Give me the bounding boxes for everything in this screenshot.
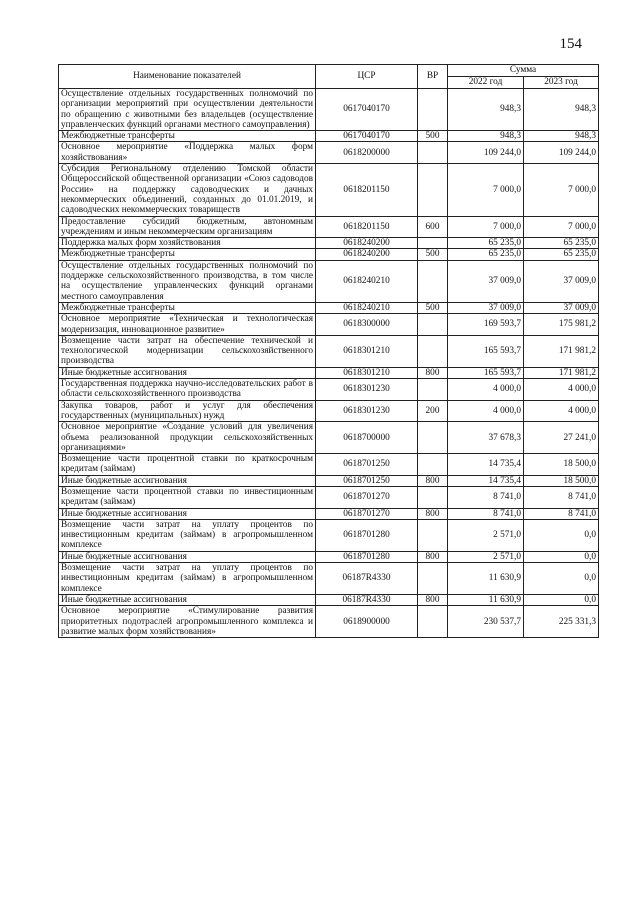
table-row: [59, 400, 599, 422]
row-csr: 0618201150: [316, 164, 418, 216]
table-row: [59, 302, 599, 313]
budget-table: [58, 64, 599, 638]
table-row: [59, 551, 599, 562]
row-vr: 800: [418, 508, 448, 519]
row-2023: 109 244,0: [524, 142, 599, 164]
row-2023: 948,3: [524, 89, 599, 131]
table-row: [59, 249, 599, 260]
row-vr: [418, 89, 448, 131]
row-name: Государственная поддержка научно-исследовательских работ в области сельскохозяйственного производства: [59, 379, 316, 401]
row-csr: 0618200000: [316, 142, 418, 164]
row-vr: [418, 335, 448, 367]
row-csr: 0618701280: [316, 551, 418, 562]
row-name: Иные бюджетные ассигнования: [59, 508, 316, 519]
row-csr: 0618301210: [316, 367, 418, 378]
row-vr: 500: [418, 249, 448, 260]
row-2023: 7 000,0: [524, 164, 599, 216]
row-2022: 165 593,7: [448, 335, 524, 367]
row-2023: 4 000,0: [524, 400, 599, 422]
table-row: [59, 563, 599, 595]
row-csr: 06187R4330: [316, 563, 418, 595]
row-name: Возмещение части процентной ставки по краткосрочным кредитам (займам): [59, 454, 316, 476]
row-csr: 0618900000: [316, 606, 418, 638]
row-csr: 0617040170: [316, 89, 418, 131]
row-vr: 500: [418, 131, 448, 142]
row-vr: [418, 314, 448, 336]
header-name: Наименование показателей: [59, 65, 316, 89]
row-vr: 800: [418, 475, 448, 486]
table-row: [59, 367, 599, 378]
row-csr: 0618701250: [316, 475, 418, 486]
row-2022: 14 735,4: [448, 475, 524, 486]
row-2022: 4 000,0: [448, 400, 524, 422]
row-vr: [418, 260, 448, 302]
row-2023: 18 500,0: [524, 454, 599, 476]
row-name: Межбюджетные трансферты: [59, 131, 316, 142]
page-number: 154: [559, 36, 582, 52]
row-2023: 37 009,0: [524, 260, 599, 302]
row-2023: 37 009,0: [524, 302, 599, 313]
table-row: [59, 475, 599, 486]
row-name: Иные бюджетные ассигнования: [59, 594, 316, 605]
row-csr: 0618201150: [316, 216, 418, 238]
row-2023: 27 241,0: [524, 422, 599, 454]
row-name: Возмещение части затрат на уплату процентов по инвестиционным кредитам (займам) в агропромышленном комплексе: [59, 563, 316, 595]
table-row: [59, 164, 599, 216]
row-2023: 18 500,0: [524, 475, 599, 486]
row-2023: 0,0: [524, 594, 599, 605]
row-2023: 7 000,0: [524, 216, 599, 238]
row-vr: [418, 486, 448, 508]
row-2022: 948,3: [448, 89, 524, 131]
row-csr: 0618301230: [316, 379, 418, 401]
row-2022: 165 593,7: [448, 367, 524, 378]
header-csr: ЦСР: [316, 65, 418, 89]
row-name: Осуществление отдельных государственных полномочий по организации мероприятий при осуществлении деятельности по обращению с животными без владельцев (осуществление управленческих функций органами местного самоуправления): [59, 89, 316, 131]
row-vr: 800: [418, 367, 448, 378]
row-csr: 0618300000: [316, 314, 418, 336]
row-2023: 171 981,2: [524, 367, 599, 378]
row-csr: 0617040170: [316, 131, 418, 142]
row-name: Поддержка малых форм хозяйствования: [59, 238, 316, 249]
row-name: Межбюджетные трансферты: [59, 302, 316, 313]
table-row: [59, 142, 599, 164]
table-row: [59, 519, 599, 551]
row-vr: [418, 454, 448, 476]
row-vr: [418, 238, 448, 249]
table-row: [59, 508, 599, 519]
row-csr: 06187R4330: [316, 594, 418, 605]
row-csr: 0618301230: [316, 400, 418, 422]
row-name: Возмещение части затрат на уплату процентов по инвестиционным кредитам (займам) в агропромышленном комплексе: [59, 519, 316, 551]
row-name: Субсидия Региональному отделению Томской области Общероссийской общественной организации «Союз садоводов России» на поддержку садоводческих и дачных некоммерческих объединений, созданных до 01.01.2019, и садоводческих некоммерческих товариществ: [59, 164, 316, 216]
row-vr: 600: [418, 216, 448, 238]
table-row: [59, 89, 599, 131]
table-row: [59, 131, 599, 142]
table-row: [59, 454, 599, 476]
row-vr: [418, 164, 448, 216]
row-2022: 109 244,0: [448, 142, 524, 164]
row-2023: 0,0: [524, 551, 599, 562]
row-2022: 11 630,9: [448, 563, 524, 595]
row-vr: [418, 606, 448, 638]
row-csr: 0618240200: [316, 238, 418, 249]
row-name: Основное мероприятие «Стимулирование развития приоритетных подотраслей агропромышленного комплекса и развитие малых форм хозяйствования»: [59, 606, 316, 638]
header-vr: ВР: [418, 65, 448, 89]
row-name: Иные бюджетные ассигнования: [59, 367, 316, 378]
table-row: [59, 238, 599, 249]
row-vr: 800: [418, 551, 448, 562]
row-csr: 0618240200: [316, 249, 418, 260]
row-2023: 8 741,0: [524, 508, 599, 519]
header-2022: 2022 год: [448, 77, 524, 89]
row-name: Предоставление субсидий бюджетным, автономным учреждениям и иным некоммерческим организациям: [59, 216, 316, 238]
row-2023: 4 000,0: [524, 379, 599, 401]
row-name: Иные бюджетные ассигнования: [59, 475, 316, 486]
table-row: [59, 422, 599, 454]
row-2022: 948,3: [448, 131, 524, 142]
row-vr: [418, 142, 448, 164]
row-2023: 8 741,0: [524, 486, 599, 508]
table-row: [59, 314, 599, 336]
row-2022: 37 009,0: [448, 260, 524, 302]
row-2022: 8 741,0: [448, 508, 524, 519]
row-2022: 7 000,0: [448, 164, 524, 216]
row-2023: 175 981,2: [524, 314, 599, 336]
row-2022: 8 741,0: [448, 486, 524, 508]
row-vr: 800: [418, 594, 448, 605]
row-2022: 37 678,3: [448, 422, 524, 454]
row-2022: 65 235,0: [448, 238, 524, 249]
row-2022: 2 571,0: [448, 551, 524, 562]
row-name: Межбюджетные трансферты: [59, 249, 316, 260]
row-name: Осуществление отдельных государственных полномочий по поддержке сельскохозяйственного производства, в том числе на осуществление управленческих функций органами местного самоуправления: [59, 260, 316, 302]
row-2022: 37 009,0: [448, 302, 524, 313]
row-csr: 0618240210: [316, 302, 418, 313]
table-row: [59, 335, 599, 367]
row-name: Возмещение части процентной ставки по инвестиционным кредитам (займам): [59, 486, 316, 508]
header-sum: Сумма: [448, 65, 599, 77]
row-vr: [418, 379, 448, 401]
header-2023: 2023 год: [524, 77, 599, 89]
row-csr: 0618701270: [316, 486, 418, 508]
table-row: [59, 216, 599, 238]
row-vr: 200: [418, 400, 448, 422]
row-2022: 11 630,9: [448, 594, 524, 605]
row-vr: [418, 563, 448, 595]
row-vr: [418, 519, 448, 551]
row-2023: 0,0: [524, 563, 599, 595]
table-row: [59, 486, 599, 508]
table-row: [59, 260, 599, 302]
row-2022: 230 537,7: [448, 606, 524, 638]
row-csr: 0618701250: [316, 454, 418, 476]
row-vr: [418, 422, 448, 454]
row-name: Основное мероприятие «Создание условий для увеличения объема реализованной продукции сельскохозяйственных организациями»: [59, 422, 316, 454]
row-name: Основное мероприятие «Техническая и технологическая модернизация, инновационное развитие»: [59, 314, 316, 336]
row-name: Иные бюджетные ассигнования: [59, 551, 316, 562]
row-2022: 65 235,0: [448, 249, 524, 260]
row-2022: 169 593,7: [448, 314, 524, 336]
row-2023: 948,3: [524, 131, 599, 142]
row-2023: 225 331,3: [524, 606, 599, 638]
row-vr: 500: [418, 302, 448, 313]
row-2022: 14 735,4: [448, 454, 524, 476]
row-name: Возмещение части затрат на обеспечение технической и технологической модернизации сельскохозяйственного производства: [59, 335, 316, 367]
row-csr: 0618240210: [316, 260, 418, 302]
row-2022: 4 000,0: [448, 379, 524, 401]
row-name: Закупка товаров, работ и услуг для обеспечения государственных (муниципальных) нужд: [59, 400, 316, 422]
row-csr: 0618301210: [316, 335, 418, 367]
row-csr: 0618700000: [316, 422, 418, 454]
table-row: [59, 379, 599, 401]
table-row: [59, 606, 599, 638]
row-2023: 0,0: [524, 519, 599, 551]
row-2023: 65 235,0: [524, 238, 599, 249]
row-2022: 7 000,0: [448, 216, 524, 238]
row-name: Основное мероприятие «Поддержка малых форм хозяйствования»: [59, 142, 316, 164]
row-2023: 171 981,2: [524, 335, 599, 367]
row-csr: 0618701270: [316, 508, 418, 519]
table-row: [59, 594, 599, 605]
row-csr: 0618701280: [316, 519, 418, 551]
row-2023: 65 235,0: [524, 249, 599, 260]
row-2022: 2 571,0: [448, 519, 524, 551]
